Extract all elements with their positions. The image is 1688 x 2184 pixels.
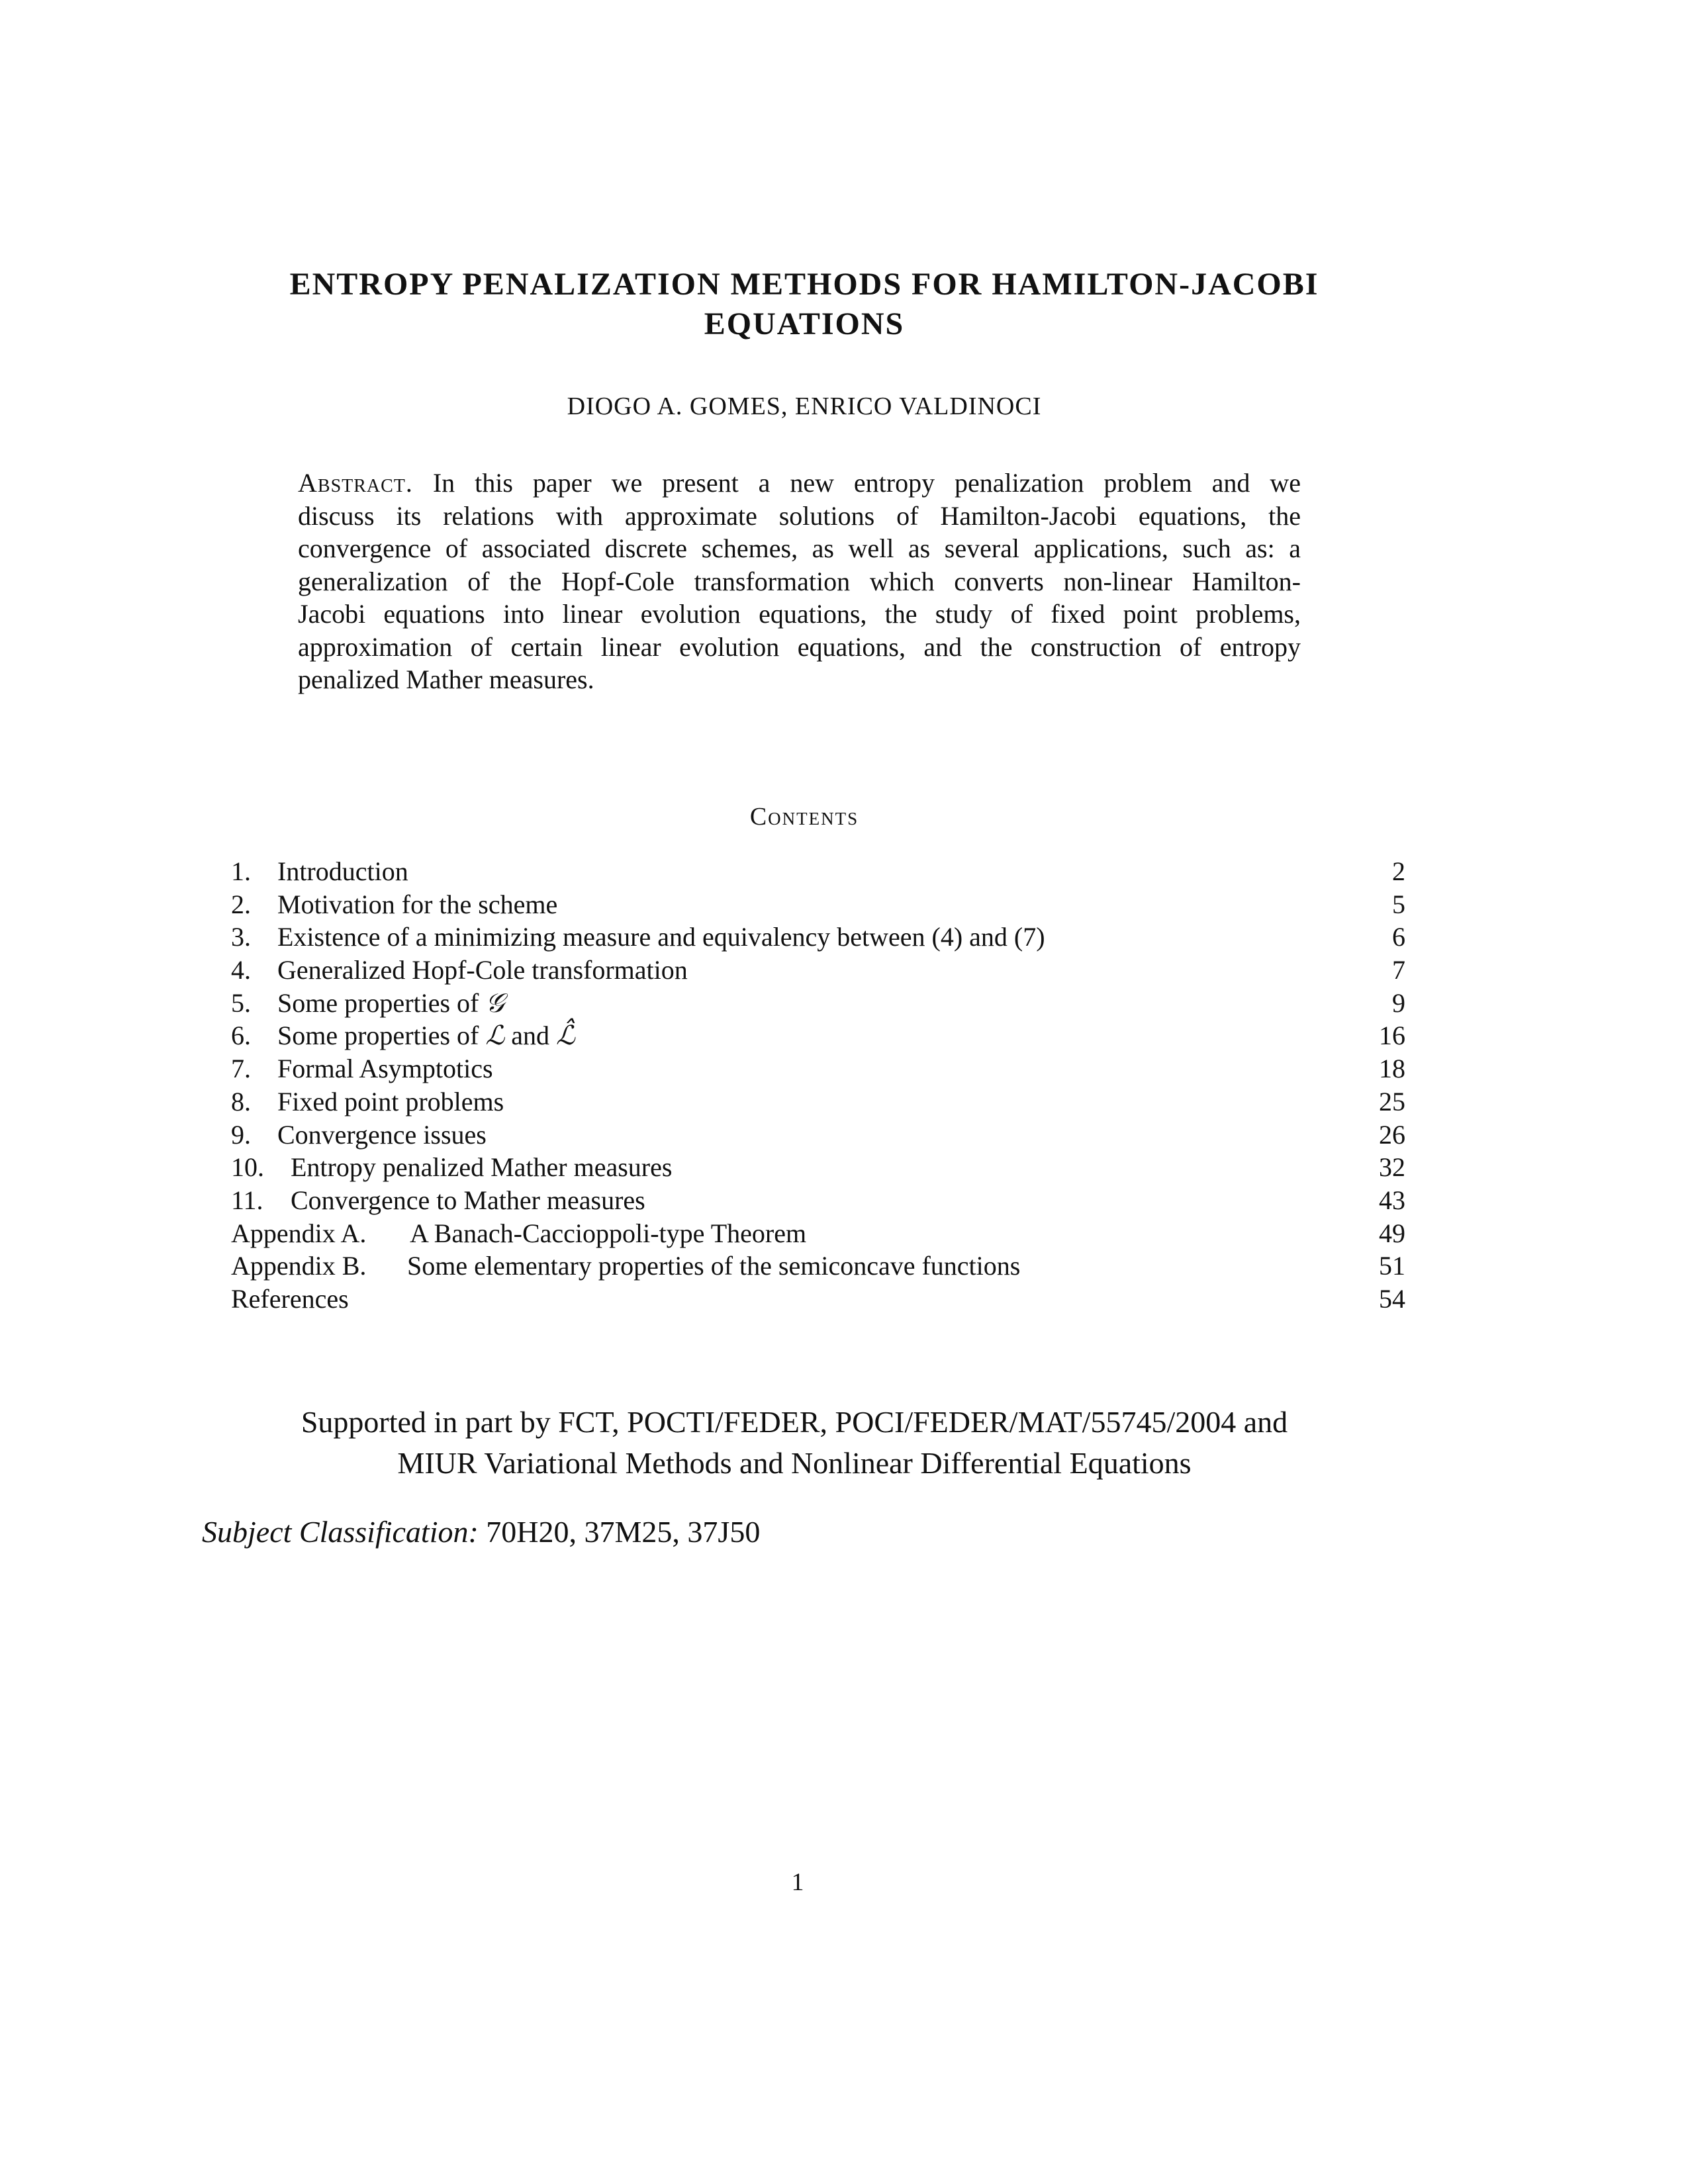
math-script-l-hat: ℒ̂ (555, 1021, 575, 1052)
toc-page: 25 (1379, 1086, 1405, 1116)
toc-entry-references[interactable] (231, 1283, 1405, 1316)
abstract-line-6: approximation of certain linear evolution equations, and the construction of entropy (298, 631, 1301, 662)
paper-title-line-2: EQUATIONS (704, 306, 905, 341)
toc-entry-10[interactable] (231, 1151, 1405, 1184)
toc-number: 10. (231, 1152, 264, 1183)
toc-entry-7[interactable] (231, 1052, 1405, 1085)
toc-title: Motivation for the scheme (277, 889, 558, 919)
toc-title: Some properties of ℒ and ℒ̂ (277, 1021, 575, 1052)
toc-page: 54 (1379, 1283, 1405, 1314)
toc-title: Fixed point problems (277, 1086, 504, 1116)
table-of-contents (231, 855, 1405, 1316)
authors: DIOGO A. GOMES, ENRICO VALDINOCI (567, 392, 1042, 420)
subject-classification (202, 1514, 760, 1549)
toc-number: 8. (231, 1086, 251, 1116)
toc-page: 51 (1379, 1251, 1405, 1281)
toc-title: A Banach-Caccioppoli-type Theorem (410, 1218, 807, 1248)
toc-entry-6[interactable] (231, 1019, 1405, 1052)
toc-page: 9 (1392, 987, 1405, 1018)
toc-entry-11[interactable] (231, 1184, 1405, 1217)
toc-number: Appendix B. (231, 1251, 367, 1281)
toc-page: 6 (1392, 922, 1405, 952)
toc-number: 9. (231, 1119, 251, 1150)
toc-title: Formal Asymptotics (277, 1054, 493, 1084)
toc-title: References (231, 1283, 349, 1314)
toc-page: 7 (1392, 955, 1405, 985)
funding-line-1: Supported in part by FCT, POCTI/FEDER, POCI/FEDER/MAT/55745/2004 and (301, 1405, 1288, 1439)
subject-label: Subject Classification: (202, 1515, 479, 1549)
toc-title: Existence of a minimizing measure and equivalency between (4) and (7) (277, 922, 1045, 952)
toc-entry-8[interactable] (231, 1085, 1405, 1118)
toc-number: Appendix A. (231, 1218, 367, 1248)
paper-title-line-1: ENTROPY PENALIZATION METHODS FOR HAMILTON-JACOBI (289, 267, 1319, 302)
funding-line-2: MIUR Variational Methods and Nonlinear Differential Equations (397, 1446, 1192, 1480)
toc-entry-appendix-a[interactable] (231, 1217, 1405, 1250)
toc-number: 5. (231, 987, 251, 1018)
funding-note (165, 1402, 1423, 1484)
abstract-line-3: convergence of associated discrete schemes, as well as several applications, such as: a (298, 533, 1301, 563)
toc-title: Convergence to Mather measures (291, 1185, 645, 1215)
toc-number: 7. (231, 1054, 251, 1084)
toc-page: 32 (1379, 1152, 1405, 1183)
toc-entry-5[interactable] (231, 987, 1405, 1020)
toc-entry-4[interactable] (231, 954, 1405, 987)
abstract-label: Abstract. (298, 468, 413, 498)
toc-title: Generalized Hopf-Cole transformation (277, 955, 688, 985)
abstract-line-5: Jacobi equations into linear evolution equations, the study of fixed point problems, (298, 599, 1301, 629)
toc-number: 11. (231, 1185, 263, 1215)
toc-number: 3. (231, 922, 251, 952)
abstract-line-4: generalization of the Hopf-Cole transformation which converts non-linear Hamilton- (298, 566, 1301, 596)
toc-number: 4. (231, 955, 251, 985)
toc-page: 2 (1392, 856, 1405, 886)
toc-page: 43 (1379, 1185, 1405, 1215)
toc-title: Entropy penalized Mather measures (291, 1152, 673, 1183)
toc-title: Introduction (277, 856, 408, 886)
toc-title: Some elementary properties of the semiconcave functions (407, 1251, 1021, 1281)
toc-title: Some properties of 𝒢 (277, 987, 504, 1019)
toc-number: 6. (231, 1021, 251, 1051)
abstract (298, 467, 1301, 696)
toc-entry-9[interactable] (231, 1118, 1405, 1152)
toc-entry-1[interactable] (231, 855, 1405, 888)
toc-page: 16 (1379, 1021, 1405, 1051)
toc-entry-3[interactable] (231, 921, 1405, 954)
toc-page: 49 (1379, 1218, 1405, 1248)
math-script-l: ℒ (485, 1021, 505, 1052)
abstract-line-7: penalized Mather measures. (298, 664, 594, 694)
toc-entry-2[interactable] (231, 888, 1405, 921)
subject-codes: 70H20, 37M25, 37J50 (486, 1515, 761, 1549)
toc-entry-appendix-b[interactable] (231, 1250, 1405, 1283)
toc-title: Convergence issues (277, 1119, 487, 1150)
abstract-line-2: discuss its relations with approximate solutions of Hamilton-Jacobi equations, the (298, 500, 1301, 531)
page-number: 1 (791, 1868, 804, 1896)
toc-page: 26 (1379, 1119, 1405, 1150)
toc-number: 1. (231, 856, 251, 886)
abstract-line-1: Abstract. In this paper we present a new entropy penalization problem and we (298, 468, 1301, 498)
toc-page: 5 (1392, 889, 1405, 919)
math-script-g: 𝒢 (485, 987, 504, 1019)
toc-number: 2. (231, 889, 251, 919)
toc-page: 18 (1379, 1054, 1405, 1084)
contents-heading: Contents (749, 803, 859, 831)
